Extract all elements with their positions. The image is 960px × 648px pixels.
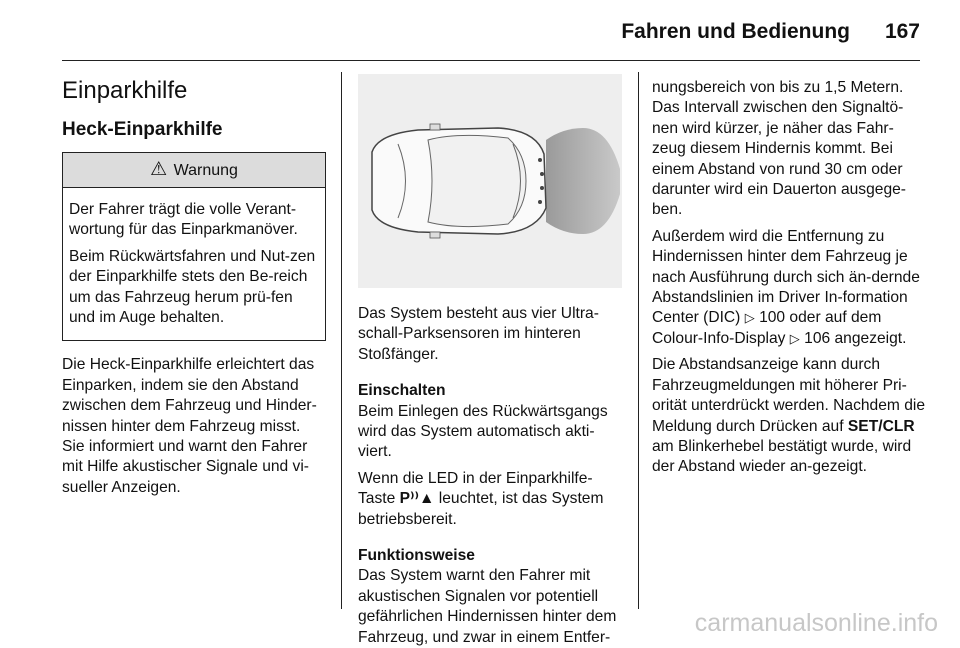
sensor-dot — [540, 186, 544, 190]
suppression-text: Die Abstandsanzeige kann durch Fahrzeugmeldungen mit höherer Pri-orität unterdrückt werden. Nachdem die Meldung durch Drücken auf — [652, 356, 926, 435]
warning-triangle-icon: ⚠ — [150, 159, 168, 180]
led-text-before: Wenn die LED in der Einparkhilfe-Taste — [358, 469, 593, 508]
mirror-left — [430, 124, 440, 130]
suppression-text: am Blinkerhebel bestätigt wurde, wird der Abstand wieder an-gezeigt. — [652, 437, 912, 476]
mirror-right — [430, 232, 440, 238]
warning-body — [63, 188, 325, 340]
column-right — [652, 78, 926, 478]
warning-heading: Warnung — [173, 162, 238, 179]
distance-paragraph: nungsbereich von bis zu 1,5 Metern. Das Intervall zwischen den Signaltö-nen wird kürzer, je näher das Fahr-zeug diesem Hindernis kommt. Bei einem Abstand von rund 30 cm oder darunter wird ein Dauerton ausgege-ben. — [652, 79, 906, 219]
page-header — [62, 0, 920, 61]
sensor-dot — [538, 200, 542, 204]
warning-header — [63, 153, 325, 188]
suppression-paragraph — [652, 355, 926, 477]
column-divider — [638, 72, 639, 609]
intro-paragraph: Die Heck-Einparkhilfe erleichtert das Einparken, indem sie den Abstand zwischen dem Fahrzeug und Hinder-nissen hinter dem Fahrzeug misst. Sie informiert und warnt den Fahrer mit Hilfe akustischer Signale und vi-sueller Anzeigen. — [62, 356, 317, 496]
figure-caption: Das System besteht aus vier Ultra-schall-Parksensoren im hinteren Stoßfänger. — [358, 305, 599, 363]
warning-box — [62, 152, 326, 341]
einschalten-text: Beim Einlegen des Rückwärtsgangs wird das System automatisch akti-viert. — [358, 402, 608, 461]
page-reference[interactable]: 106 — [804, 329, 831, 347]
car-roof — [428, 135, 526, 226]
watermark: carmanualsonline.info — [694, 609, 938, 637]
sensor-dot — [540, 172, 544, 176]
display-paragraph — [652, 227, 926, 349]
display-text: angezeigt. — [830, 329, 907, 347]
display-text: oder auf dem Colour-Info-Display — [652, 309, 882, 347]
funktionsweise-text: Das System warnt den Fahrer mit akustischen Signalen vor potentiell gefährlichen Hindernissen hinter dem Fahrzeug, und zwar in einem Entfer- — [358, 567, 617, 646]
einschalten-heading: Einschalten — [358, 382, 446, 400]
subsection-title: Heck-Einparkhilfe — [62, 119, 223, 140]
car-top-view-diagram — [358, 74, 622, 288]
warning-text: Beim Rückwärtsfahren und Nut-zen der Einparkhilfe stets den Be-reich um das Fahrzeug herum prü-fen und im Auge behalten. — [69, 247, 316, 327]
display-text: Außerdem wird die Entfernung zu Hindernissen hinter dem Fahrzeug je nach Ausführung durch sich än-dernde Abstandslinien im Driver In-formation Center (DIC) — [652, 227, 920, 327]
column-middle — [358, 304, 626, 648]
column-left — [62, 76, 326, 498]
warning-text: Der Fahrer trägt die volle Verant-wortung für das Einparkmanöver. — [69, 201, 298, 239]
led-text-after: leuchtet, ist das System betriebsbereit. — [358, 490, 604, 528]
led-paragraph — [358, 469, 626, 530]
sensor-dot — [538, 158, 542, 162]
section-title: Einparkhilfe — [62, 77, 188, 104]
page-reference-arrow-icon: ▷ — [789, 330, 800, 346]
parking-sensor-illustration — [358, 74, 622, 288]
funktionsweise-heading: Funktionsweise — [358, 547, 475, 565]
column-divider — [341, 72, 342, 609]
header-title: Fahren und Bedienung — [621, 20, 850, 43]
page-reference-arrow-icon: ▷ — [744, 310, 755, 326]
page-reference[interactable]: 100 — [759, 309, 786, 327]
page-number: 167 — [884, 20, 920, 43]
set-clr-button-label: SET/CLR — [847, 417, 915, 435]
detection-zone — [546, 128, 620, 234]
parking-assist-button-icon: P⁾⁾▲ — [399, 490, 435, 508]
